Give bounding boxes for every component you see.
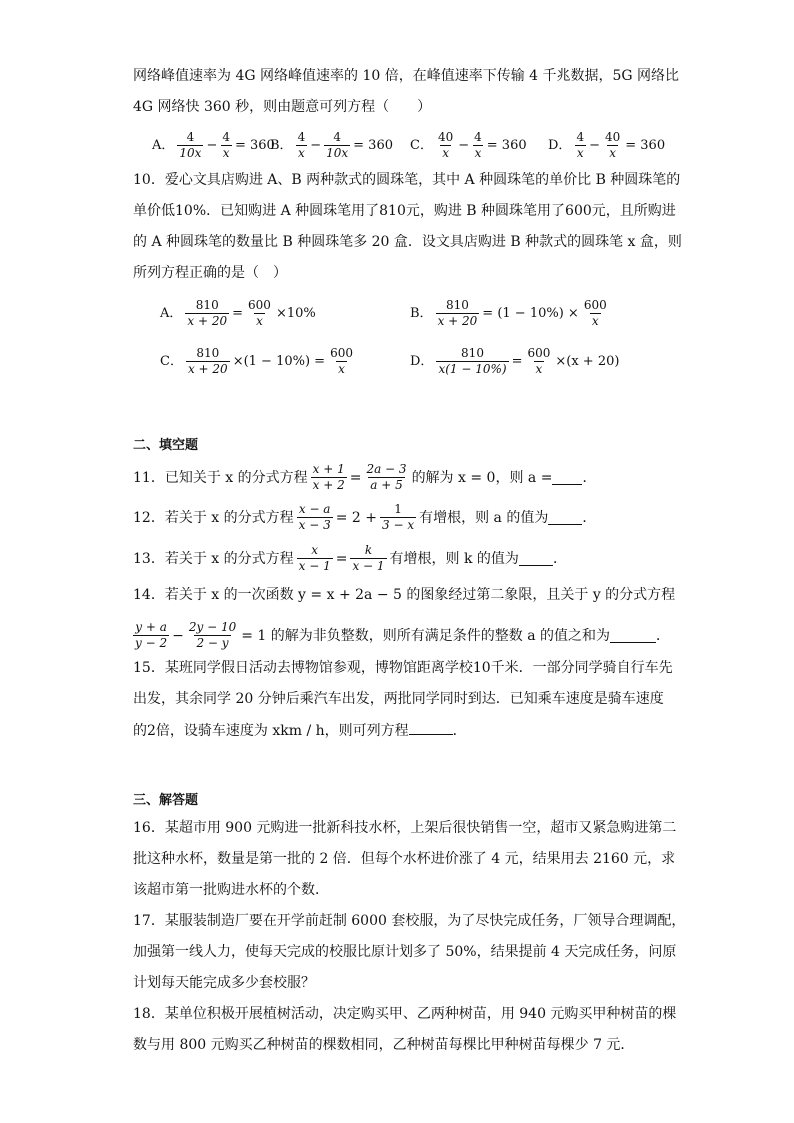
q15-answer-blank[interactable] <box>409 720 453 735</box>
q9-text-line1: 网络峰值速率为 4G 网络峰值速率的 10 倍，在峰值速率下传输 4 千兆数据，5G 网络比 <box>133 68 680 84</box>
q17-text-line3: 计划每天能完成多少套校服？ <box>133 975 315 991</box>
q10-option-c: C． $\frac{810}{x + 20}$ ×(1 − 10%) = $\frac{600}{x}$ <box>160 346 353 376</box>
q17-text-line1: 17．某服装制造厂要在开学前赶制 6000 套校服，为了尽快完成任务，厂领导合理调配， <box>133 913 686 929</box>
q18-text-line2: 数与用 800 元购买乙种树苗的棵数相同，乙种树苗每棵比甲种树苗每棵少 7 元． <box>133 1037 635 1053</box>
section-fill-in-title: 二、填空题 <box>133 438 199 453</box>
q10-text-line4: 所列方程正确的是（ ） <box>133 265 287 281</box>
q16-text-line1: 16．某超市用 900 元购进一批新科技水杯，上架后很快销售一空，超市又紧急购进第二 <box>133 820 677 836</box>
q10-text-line3: 的 A 种圆珠笔的数量比 B 种圆珠笔多 20 盒．设文具店购进 B 种款式的圆珠笔 x 盒，则 <box>133 234 682 250</box>
q12-answer-blank[interactable] <box>548 510 582 525</box>
q11-answer-blank[interactable] <box>552 470 582 485</box>
q17-text-line2: 加强第一线人力，使每天完成的校服比原计划多了 50%，结果提前 4 天完成任务，问原 <box>133 944 677 960</box>
q15-text-line3: 的2倍，设骑车速度为 xkm / h，则可列方程 ． <box>133 720 467 741</box>
q9-option-b: B． $\frac{4}{x}$ − $\frac{4}{10x}$ = 360 <box>270 130 393 160</box>
section-solve-title: 三、解答题 <box>133 793 199 808</box>
q10-option-a: A． $\frac{810}{x + 20}$ = $\frac{600}{x}$ ×10% <box>160 298 316 328</box>
q15-text-line1: 15．某班同学假日活动去博物馆参观，博物馆距离学校10千米．一部分同学骑自行车先 <box>133 660 673 676</box>
q10-option-b: B． $\frac{810}{x + 20}$ = (1 − 10%) × $\frac{600}{x}$ <box>410 298 607 328</box>
q10-text-line2: 单价低10%．已知购进 A 种圆珠笔用了810元，购进 B 种圆珠笔用了600元，且所购进 <box>133 203 676 219</box>
q18-text-line1: 18．某单位积极开展植树活动，决定购买甲、乙两种树苗，用 940 元购买甲种树苗的棵 <box>133 1006 677 1022</box>
q9-option-c: C． $\frac{40}{x}$ − $\frac{4}{x}$ = 360 <box>410 130 527 160</box>
q14-text-line1: 14．若关于 x 的一次函数 y = x + 2a − 5 的图象经过第二象限，且关于 y 的分式方程 <box>133 587 676 603</box>
q14-answer-blank[interactable] <box>610 628 656 643</box>
q11: 11．已知关于 x 的分式方程 $\frac{x + 1}{x + 2}$ = $\frac{2a - 3}{a + 5}$ 的解为 x = 0，则 a = ． <box>133 462 597 492</box>
q13: 13．若关于 x 的分式方程 $\frac{x}{x - 1}$ = $\frac{k}{x - 1}$ 有增根，则 k 的值为 ． <box>133 543 567 573</box>
q16-text-line3: 该超市第一批购进水杯的个数． <box>133 882 329 898</box>
q10-text-line1: 10．爱心文具店购进 A、B 两种款式的圆珠笔，其中 A 种圆珠笔的单价比 B 种圆珠笔的 <box>133 172 681 188</box>
q13-answer-blank[interactable] <box>519 551 553 566</box>
q12: 12．若关于 x 的分式方程 $\frac{x - a}{x - 3}$ = 2 + $\frac{1}{3 - x}$ 有增根，则 a 的值为 ． <box>133 502 597 532</box>
q10-option-d: D． $\frac{810}{x(1 - 10\%)}$ = $\frac{600}{x}$ ×(x + 20) <box>410 346 620 376</box>
q16-text-line2: 批这种水杯，数量是第一批的 2 倍．但每个水杯进价涨了 4 元，结果用去 2160 元，求 <box>133 851 676 867</box>
q9-option-d: D． $\frac{4}{x}$ − $\frac{40}{x}$ = 360 <box>548 130 666 160</box>
q14-line2: $\frac{y + a}{y - 2}$ − $\frac{2y - 10}{2 - y}$ = 1 的解为非负整数，则所有满足条件的整数 a 的值之和为 ． <box>135 620 671 650</box>
q9-option-a: A． $\frac{4}{10x}$ − $\frac{4}{x}$ = 360 <box>152 130 275 160</box>
q9-text-line2: 4G 网络快 360 秒，则由题意可列方程（ ） <box>133 99 432 115</box>
q15-text-line2: 出发，其余同学 20 分钟后乘汽车出发，两批同学同时到达．已知乘车速度是骑车速度 <box>133 691 664 707</box>
